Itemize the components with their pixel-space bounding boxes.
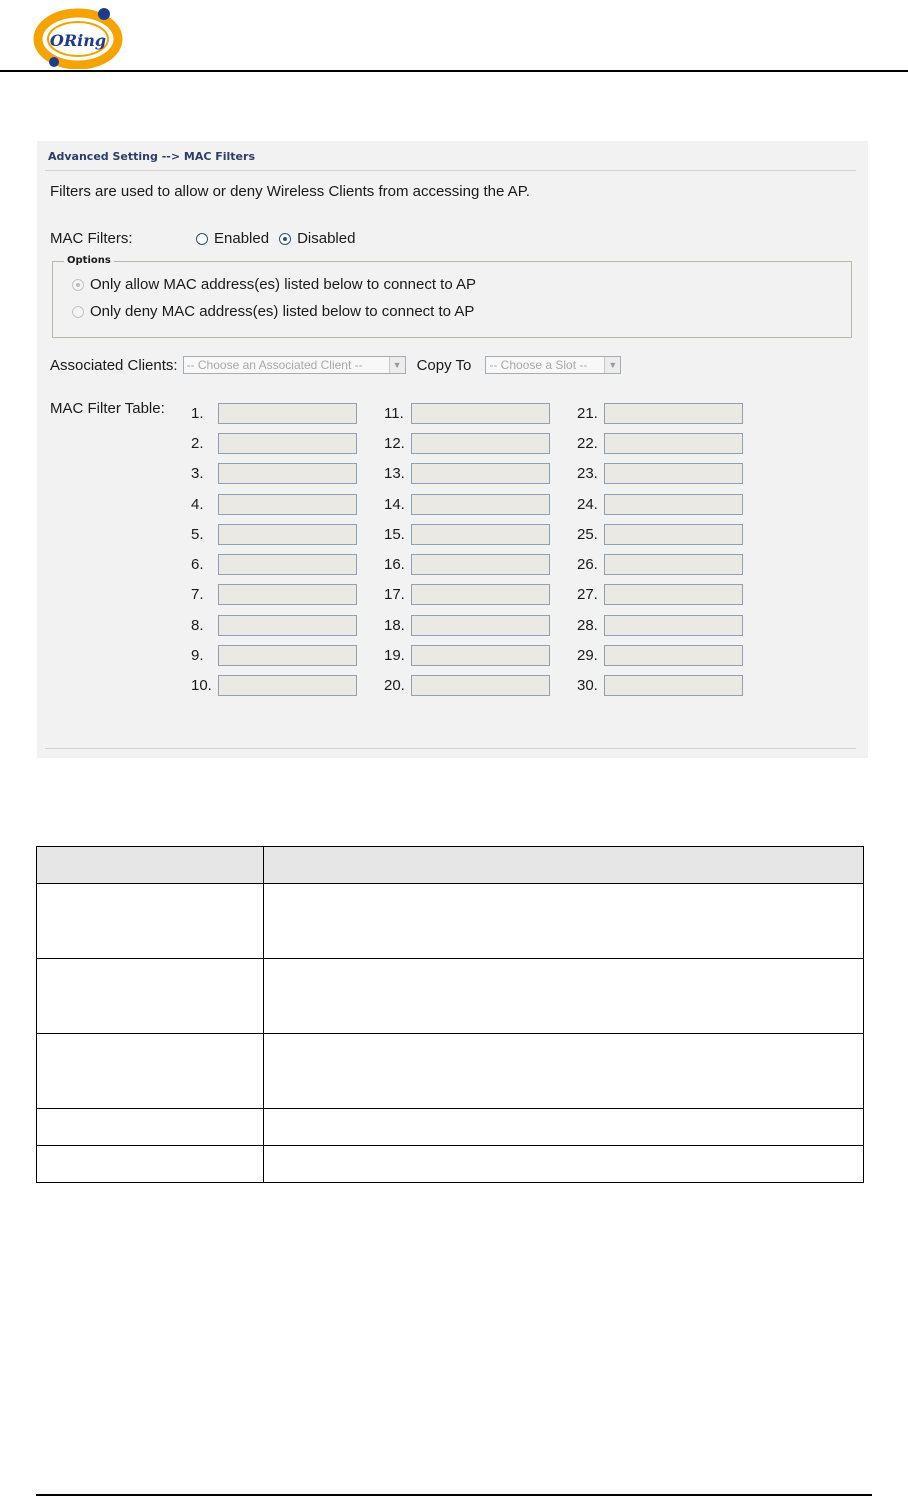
logo-text: ORing bbox=[49, 31, 107, 50]
table-row bbox=[37, 1146, 864, 1183]
mac-filter-entry bbox=[384, 489, 550, 519]
entry-number: 9. bbox=[191, 647, 204, 665]
mac-address-input[interactable] bbox=[411, 433, 550, 454]
mac-filter-entry bbox=[577, 610, 743, 640]
entry-number: 29. bbox=[577, 647, 598, 665]
mac-filter-table-label: MAC Filter Table: bbox=[50, 400, 165, 417]
mac-filter-entry bbox=[577, 519, 743, 549]
table-row bbox=[37, 959, 864, 1034]
entry-number: 12. bbox=[384, 434, 405, 452]
mac-address-input[interactable] bbox=[604, 524, 743, 545]
mac-address-input[interactable] bbox=[218, 403, 357, 424]
entry-number: 23. bbox=[577, 465, 598, 483]
mac-filter-entry bbox=[577, 489, 743, 519]
mac-address-input[interactable] bbox=[604, 433, 743, 454]
only-deny-radio[interactable] bbox=[72, 303, 474, 320]
entry-number: 14. bbox=[384, 495, 405, 513]
mac-address-input[interactable] bbox=[411, 615, 550, 636]
enabled-label: Enabled bbox=[214, 230, 270, 247]
disabled-label: Disabled bbox=[297, 230, 356, 247]
table-cell bbox=[264, 1034, 864, 1109]
mac-address-input[interactable] bbox=[411, 645, 550, 666]
table-row bbox=[37, 1109, 864, 1146]
mac-filter-entry bbox=[577, 640, 743, 670]
table-cell bbox=[37, 1109, 264, 1146]
mac-filters-disabled-radio[interactable] bbox=[279, 230, 355, 247]
mac-filter-entry bbox=[577, 428, 743, 458]
footer-rule bbox=[36, 1494, 872, 1496]
entry-number: 16. bbox=[384, 556, 405, 574]
mac-address-input[interactable] bbox=[218, 494, 357, 515]
table-row bbox=[37, 884, 864, 959]
associated-client-select-value: -- Choose an Associated Client -- bbox=[186, 358, 363, 372]
breadcrumb-divider bbox=[45, 170, 856, 171]
entry-number: 8. bbox=[191, 616, 204, 634]
mac-filters-row bbox=[50, 230, 365, 247]
mac-address-input[interactable] bbox=[411, 494, 550, 515]
mac-address-input[interactable] bbox=[218, 584, 357, 605]
entry-number: 22. bbox=[577, 434, 598, 452]
mac-address-input[interactable] bbox=[411, 584, 550, 605]
mac-filter-entry bbox=[577, 398, 743, 428]
oring-logo bbox=[32, 5, 128, 69]
mac-filter-entry bbox=[191, 459, 357, 489]
mac-filter-column-2 bbox=[384, 398, 550, 701]
mac-filter-entry bbox=[191, 519, 357, 549]
entry-number: 17. bbox=[384, 586, 405, 604]
mac-address-input[interactable] bbox=[604, 554, 743, 575]
entry-number: 18. bbox=[384, 616, 405, 634]
entry-number: 15. bbox=[384, 525, 405, 543]
mac-filter-entry bbox=[577, 580, 743, 610]
mac-filter-entry bbox=[191, 398, 357, 428]
table-cell bbox=[264, 884, 864, 959]
mac-filter-entry bbox=[577, 459, 743, 489]
slot-select[interactable] bbox=[485, 356, 621, 374]
copy-to-label: Copy To bbox=[416, 356, 472, 374]
entry-number: 13. bbox=[384, 465, 405, 483]
chevron-down-icon[interactable]: ▼ bbox=[604, 357, 620, 373]
mac-filter-entry bbox=[191, 580, 357, 610]
mac-address-input[interactable] bbox=[218, 554, 357, 575]
entry-number: 30. bbox=[577, 677, 598, 695]
entry-number: 10. bbox=[191, 677, 212, 695]
mac-address-input[interactable] bbox=[411, 554, 550, 575]
mac-address-input[interactable] bbox=[604, 403, 743, 424]
mac-address-input[interactable] bbox=[411, 675, 550, 696]
mac-filter-entry bbox=[191, 549, 357, 579]
reference-table bbox=[36, 846, 864, 1183]
mac-filter-entry bbox=[191, 640, 357, 670]
only-allow-label: Only allow MAC address(es) listed below to connect to AP bbox=[90, 276, 477, 293]
table-cell bbox=[37, 1034, 264, 1109]
mac-filter-entry bbox=[384, 519, 550, 549]
mac-address-input[interactable] bbox=[604, 494, 743, 515]
table-header-row bbox=[37, 847, 864, 884]
associated-clients-label: Associated Clients: bbox=[50, 356, 178, 374]
mac-filter-entry bbox=[191, 671, 357, 701]
mac-address-input[interactable] bbox=[411, 524, 550, 545]
table-header-cell bbox=[37, 847, 264, 884]
entry-number: 7. bbox=[191, 586, 204, 604]
mac-filter-entry bbox=[384, 580, 550, 610]
mac-address-input[interactable] bbox=[218, 615, 357, 636]
mac-filter-entry bbox=[384, 549, 550, 579]
entry-number: 1. bbox=[191, 404, 204, 422]
table-cell bbox=[37, 1146, 264, 1183]
entry-number: 4. bbox=[191, 495, 204, 513]
mac-address-input[interactable] bbox=[218, 433, 357, 454]
mac-address-input[interactable] bbox=[411, 403, 550, 424]
entry-number: 6. bbox=[191, 556, 204, 574]
table-cell bbox=[264, 959, 864, 1034]
table-header-cell bbox=[264, 847, 864, 884]
page-description: Filters are used to allow or deny Wireless Clients from accessing the AP. bbox=[50, 183, 530, 200]
entry-number: 11. bbox=[384, 404, 404, 422]
mac-filters-label: MAC Filters: bbox=[50, 230, 133, 247]
options-fieldset bbox=[52, 255, 852, 338]
table-row bbox=[37, 1034, 864, 1109]
mac-filter-entry bbox=[384, 459, 550, 489]
mac-address-input[interactable] bbox=[604, 645, 743, 666]
mac-filter-entry bbox=[384, 640, 550, 670]
entry-number: 28. bbox=[577, 616, 598, 634]
entry-number: 5. bbox=[191, 525, 204, 543]
mac-filter-entry bbox=[577, 549, 743, 579]
mac-filter-entry bbox=[384, 610, 550, 640]
mac-filter-entry bbox=[191, 610, 357, 640]
mac-filter-column-1 bbox=[191, 398, 357, 701]
mac-filter-column-3 bbox=[577, 398, 743, 701]
entry-number: 2. bbox=[191, 434, 204, 452]
panel-footer-divider bbox=[45, 748, 856, 749]
associated-clients-row bbox=[50, 356, 621, 374]
table-cell bbox=[264, 1109, 864, 1146]
associated-client-select[interactable] bbox=[183, 356, 406, 374]
mac-filter-entry bbox=[191, 489, 357, 519]
mac-address-input[interactable] bbox=[604, 463, 743, 484]
mac-filters-panel bbox=[37, 141, 868, 758]
mac-address-input[interactable] bbox=[218, 524, 357, 545]
mac-address-input[interactable] bbox=[218, 463, 357, 484]
mac-filters-enabled-radio[interactable] bbox=[196, 230, 269, 247]
entry-number: 27. bbox=[577, 586, 598, 604]
entry-number: 20. bbox=[384, 677, 405, 695]
entry-number: 3. bbox=[191, 465, 204, 483]
entry-number: 21. bbox=[577, 404, 598, 422]
entry-number: 24. bbox=[577, 495, 598, 513]
entry-number: 19. bbox=[384, 647, 405, 665]
header-rule bbox=[0, 70, 908, 72]
table-cell bbox=[264, 1146, 864, 1183]
entry-number: 26. bbox=[577, 556, 598, 574]
radio-selected-icon[interactable] bbox=[72, 279, 84, 291]
only-deny-label: Only deny MAC address(es) listed below to connect to AP bbox=[90, 303, 475, 320]
radio-icon[interactable] bbox=[196, 233, 208, 245]
mac-filter-entry bbox=[191, 428, 357, 458]
entry-number: 25. bbox=[577, 525, 598, 543]
only-allow-radio[interactable] bbox=[72, 276, 476, 293]
options-legend: Options bbox=[64, 255, 114, 266]
mac-address-input[interactable] bbox=[218, 675, 357, 696]
mac-address-input[interactable] bbox=[411, 463, 550, 484]
radio-selected-icon[interactable] bbox=[279, 233, 291, 245]
slot-select-value: -- Choose a Slot -- bbox=[489, 358, 588, 372]
mac-filter-entry bbox=[577, 671, 743, 701]
mac-address-input[interactable] bbox=[604, 615, 743, 636]
breadcrumb: Advanced Setting --> MAC Filters bbox=[48, 150, 255, 163]
chevron-down-icon[interactable]: ▼ bbox=[389, 357, 405, 373]
radio-icon[interactable] bbox=[72, 306, 84, 318]
mac-filter-entry bbox=[384, 398, 550, 428]
table-cell bbox=[37, 884, 264, 959]
mac-address-input[interactable] bbox=[218, 645, 357, 666]
mac-filter-entry bbox=[384, 671, 550, 701]
mac-filter-entry bbox=[384, 428, 550, 458]
mac-address-input[interactable] bbox=[604, 584, 743, 605]
mac-address-input[interactable] bbox=[604, 675, 743, 696]
table-cell bbox=[37, 959, 264, 1034]
